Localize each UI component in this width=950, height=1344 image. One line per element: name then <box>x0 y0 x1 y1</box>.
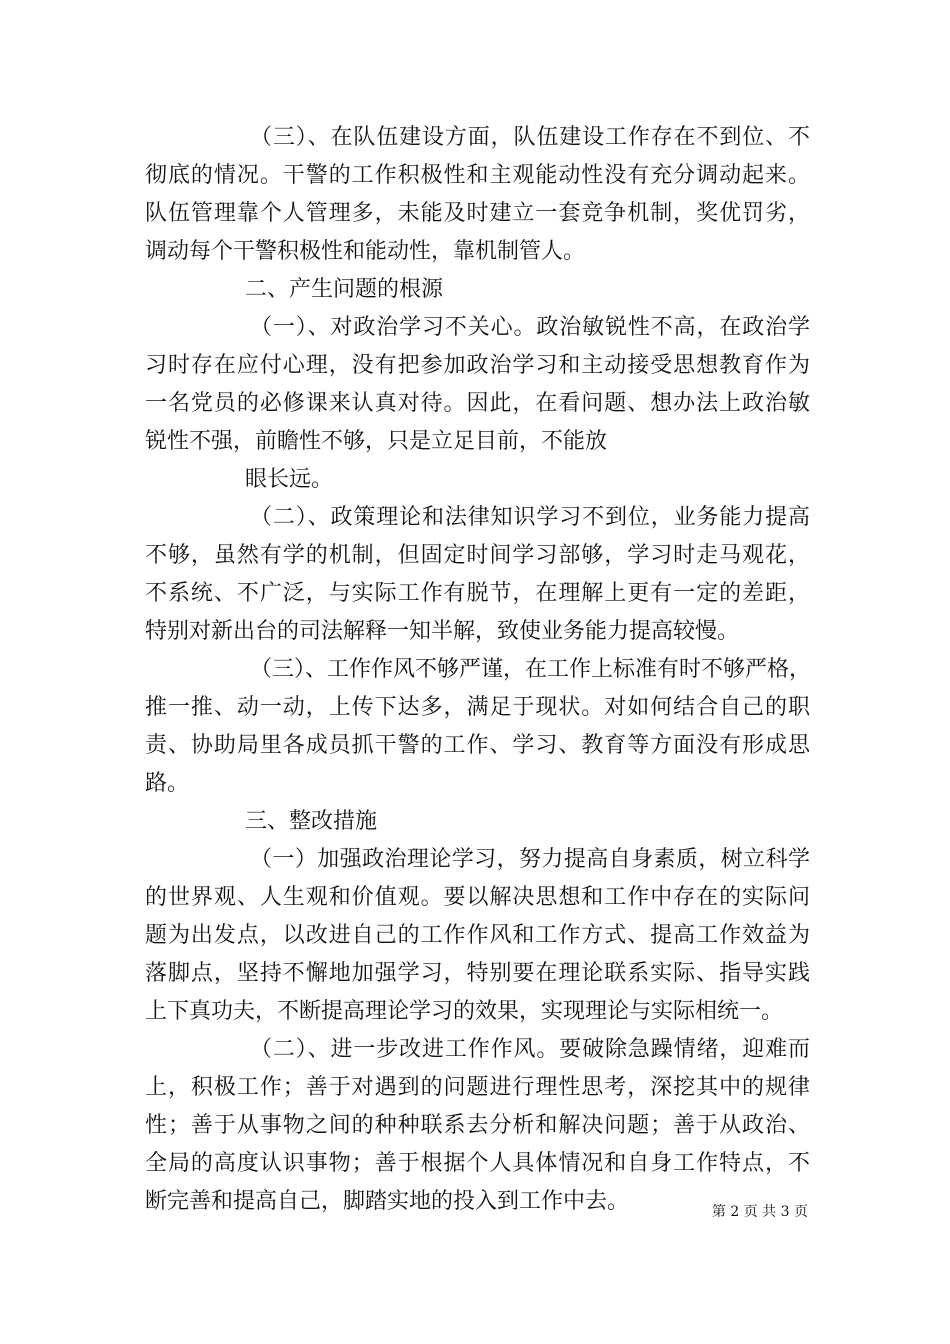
text-line: （二）、进一步改进工作作风。要破除急躁情绪，迎难而 <box>250 1037 810 1062</box>
text-line: （三）、在队伍建设方面，队伍建设工作存在不到位、不 <box>250 125 810 150</box>
text-line: 特别对新出台的司法解释一知半解，致使业务能力提高较慢。 <box>145 619 740 644</box>
text-line: （一）加强政治理论学习，努力提高自身素质，树立科学 <box>250 847 810 872</box>
text-line: 性；善于从事物之间的种种联系去分析和解决问题；善于从政治、 <box>145 1113 810 1138</box>
text-line: 题为出发点，以改进自己的工作作风和工作方式、提高工作效益为 <box>145 923 810 948</box>
text-line: 上，积极工作；善于对遇到的问题进行理性思考，深挖其中的规律 <box>145 1075 810 1100</box>
text-line: 队伍管理靠个人管理多，未能及时建立一套竞争机制，奖优罚劣， <box>145 201 810 226</box>
text-line: 路。 <box>145 771 190 796</box>
text-line: 推一推、动一动，上传下达多，满足于现状。对如何结合自己的职 <box>145 695 810 720</box>
text-line: 不够，虽然有学的机制，但固定时间学习部够，学习时走马观花， <box>145 543 810 568</box>
text-line: 不系统、不广泛，与实际工作有脱节，在理解上更有一定的差距， <box>145 581 810 606</box>
text-line: 锐性不强，前瞻性不够，只是立足目前，不能放 <box>145 429 608 454</box>
page-number: 第 2 页 共 3 页 <box>711 1204 808 1220</box>
text-line: 全局的高度认识事物；善于根据个人具体情况和自身工作特点，不 <box>145 1151 810 1176</box>
section-heading: 二、产生问题的根源 <box>245 277 444 302</box>
text-line: （一）、对政治学习不关心。政治敏锐性不高，在政治学 <box>250 315 810 340</box>
text-line: 断完善和提高自己，脚踏实地的投入到工作中去。 <box>145 1189 630 1214</box>
text-line: 责、协助局里各成员抓干警的工作、学习、教育等方面没有形成思 <box>145 733 810 758</box>
text-line: 的世界观、人生观和价值观。要以解决思想和工作中存在的实际问 <box>145 885 810 910</box>
text-line: 一名党员的必修课来认真对待。因此，在看问题、想办法上政治敏 <box>145 391 810 416</box>
text-line: 彻底的情况。干警的工作积极性和主观能动性没有充分调动起来。 <box>145 163 810 188</box>
text-line: 上下真功夫，不断提高理论学习的效果，实现理论与实际相统一。 <box>145 999 784 1024</box>
text-line: 调动每个干警积极性和能动性，靠机制管人。 <box>145 239 586 264</box>
text-line: 落脚点，坚持不懈地加强学习，特别要在理论联系实际、指导实践 <box>145 961 810 986</box>
text-line: （二）、政策理论和法律知识学习不到位，业务能力提高 <box>250 505 810 530</box>
text-line: 习时存在应付心理，没有把参加政治学习和主动接受思想教育作为 <box>145 353 810 378</box>
text-line: （三）、工作作风不够严谨，在工作上标准有时不够严格， <box>250 657 812 682</box>
text-line: 眼长远。 <box>245 467 334 492</box>
section-heading: 三、整改措施 <box>245 809 378 834</box>
